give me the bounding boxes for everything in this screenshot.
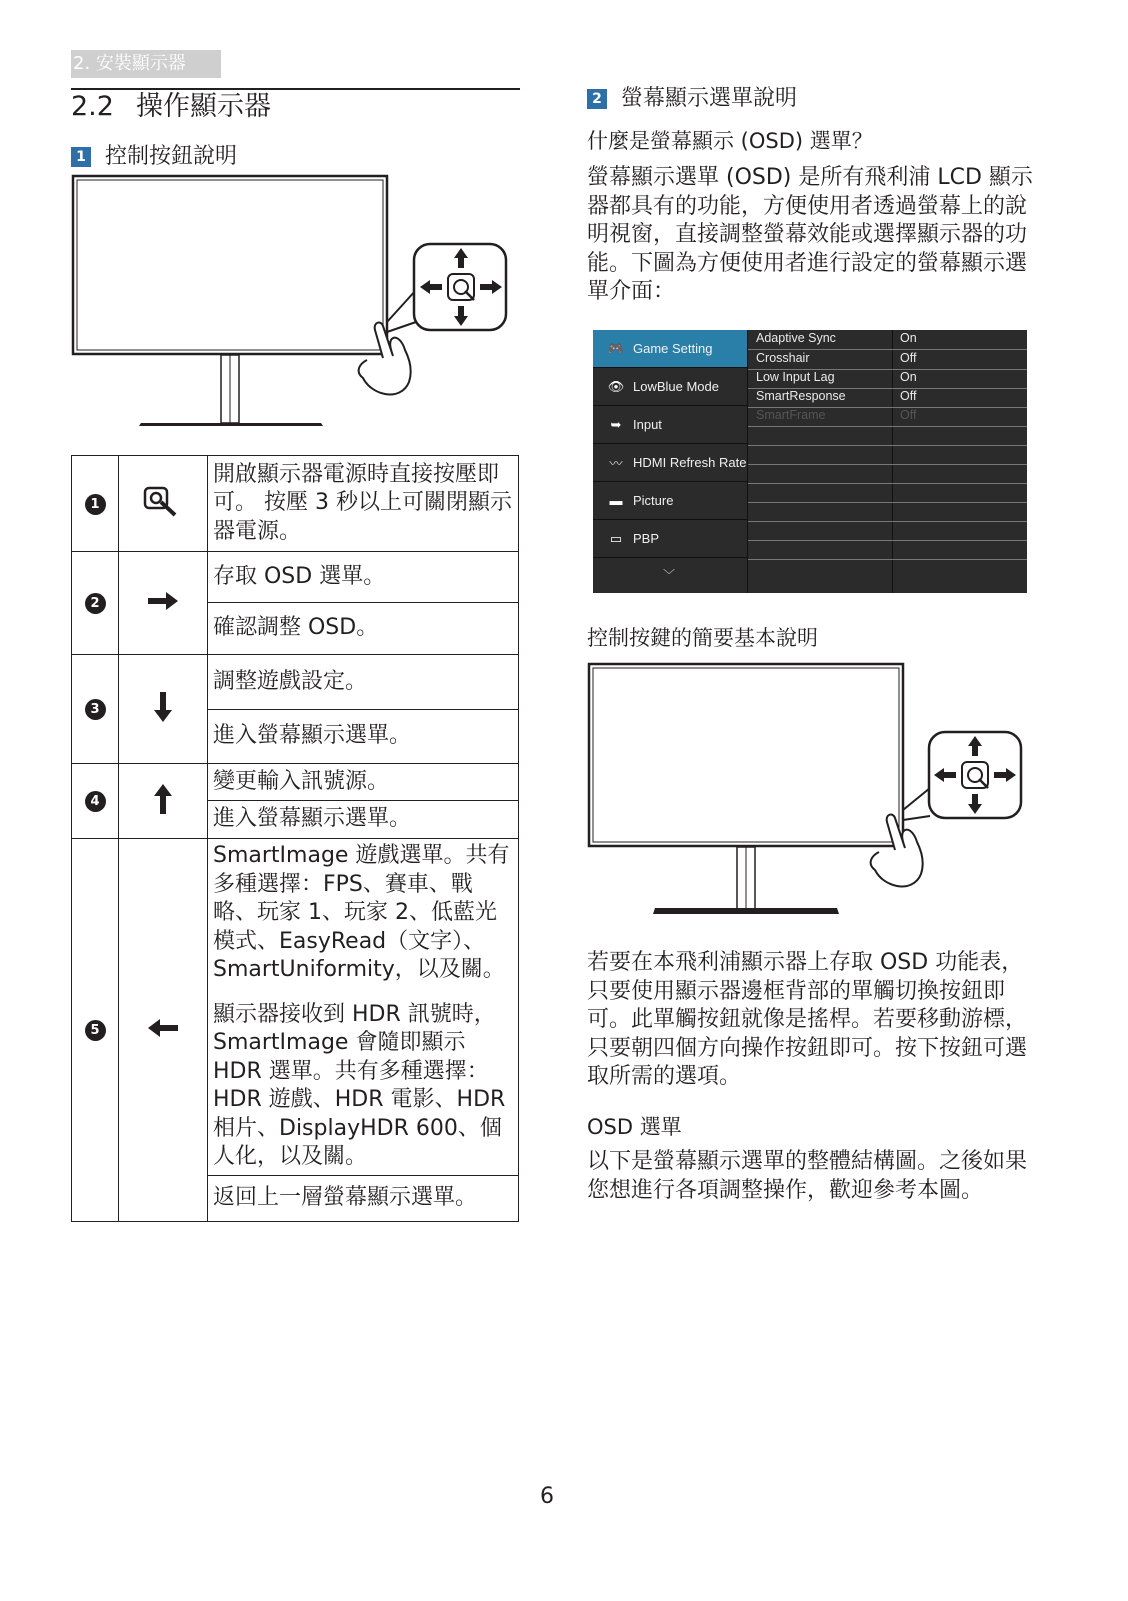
table-row xyxy=(72,764,519,801)
row-number-badge: 5 xyxy=(85,1020,106,1041)
subsection-2-heading xyxy=(587,84,797,114)
row-description: 進入螢幕顯示選單。 xyxy=(208,801,519,839)
subsection-title: 控制按鈕說明 xyxy=(105,144,238,169)
input-arrow-icon: ➥ xyxy=(610,416,622,432)
row-description: 變更輸入訊號源。 xyxy=(208,764,519,801)
table-row xyxy=(72,456,519,552)
row-description: 返回上一層螢幕顯示選單。 xyxy=(208,1175,519,1221)
osd-setting-row: Crosshair Off xyxy=(748,350,1027,370)
osd-menu-item: 〰 HDMI Refresh Rate xyxy=(593,444,747,481)
section-title: 操作顯示器 xyxy=(135,91,271,122)
row-number-badge: 2 xyxy=(85,593,106,614)
osd-menu-item: 🎮 Game Setting xyxy=(593,330,747,367)
monitor-joystick-illustration xyxy=(587,660,1027,922)
osd-menu-item: ➥ Input xyxy=(593,406,747,443)
row-number-badge: 1 xyxy=(85,494,106,515)
row-description: SmartImage 遊戲選單。共有多種選擇：FPS、賽車、戰略、玩家 1、玩家 2、低藍光模式、EasyRead（文字）、SmartUniformity，以及關。 xyxy=(208,839,519,989)
osd-main-menu xyxy=(593,330,747,593)
row-number-badge: 4 xyxy=(85,791,106,812)
subsection-badge: 2 xyxy=(587,89,607,109)
osd-menu-item: ▬ Picture xyxy=(593,482,747,519)
osd-setting-row: Adaptive Sync On xyxy=(748,330,1027,350)
control-keys-body: 若要在本飛利浦顯示器上存取 OSD 功能表，只要使用顯示器邊框背部的單觸切換按鈕即可。此單觸按鈕就像是搖桿。若要移動游標，只要朝四個方向操作按鈕即可。按下按鈕可選取所需的選項。 xyxy=(587,950,1028,1089)
osd-question-body: 螢幕顯示選單 (OSD) 是所有飛利浦 LCD 顯示器都具有的功能，方便使用者透過螢幕上的說明視窗，直接調整螢幕效能或選擇顯示器的功能。下圖為方便使用者進行設定的螢幕顯示選單介面： xyxy=(587,165,1033,304)
row-description: 存取 OSD 選單。 xyxy=(208,552,519,603)
osd-menu-title: OSD 選單 xyxy=(587,1115,682,1139)
subsection-1-heading xyxy=(71,142,237,172)
table-row xyxy=(72,655,519,710)
osd-question-title: 什麼是螢幕顯示 (OSD) 選單？ xyxy=(587,129,873,153)
osd-setting-row: Low Input Lag On xyxy=(748,369,1027,389)
osd-setting-row: SmartResponse Off xyxy=(748,388,1027,408)
joystick-press-icon xyxy=(119,456,208,552)
section-number: 2.2 xyxy=(71,91,114,122)
table-row xyxy=(72,552,519,603)
row-description: 進入螢幕顯示選單。 xyxy=(208,710,519,764)
osd-setting-row: SmartFrame Off xyxy=(748,407,1027,427)
wave-icon: 〰 xyxy=(609,456,623,471)
row-description: 確認調整 OSD。 xyxy=(208,603,519,655)
control-keys-title: 控制按鍵的簡要基本說明 xyxy=(587,626,818,650)
osd-menu-screenshot xyxy=(593,330,1027,593)
arrow-left-icon xyxy=(119,839,208,1222)
subsection-badge: 1 xyxy=(71,147,91,167)
osd-menu-item: ▭ PBP xyxy=(593,520,747,557)
gamepad-icon: 🎮 xyxy=(607,340,625,356)
eye-icon: 👁 xyxy=(607,378,625,394)
row-description: 顯示器接收到 HDR 訊號時，SmartImage 會隨即顯示 HDR 選單。共有多種選擇：HDR 遊戲、HDR 電影、HDR 相片、DisplayHDR 600、個人化，以及關。 xyxy=(208,989,519,1176)
row-description: 開啟顯示器電源時直接按壓即可。 按壓 3 秒以上可關閉顯示器電源。 xyxy=(208,456,519,552)
section-heading xyxy=(71,90,271,124)
picture-icon: ▬ xyxy=(609,493,623,508)
chevron-down-icon: ﹀ xyxy=(663,568,676,582)
osd-menu-item: 👁 LowBlue Mode xyxy=(593,368,747,405)
chapter-tag: 2. 安裝顯示器 xyxy=(71,50,221,78)
page-number: 6 xyxy=(540,1484,554,1509)
arrow-down-icon xyxy=(119,655,208,764)
row-number-badge: 3 xyxy=(85,699,106,720)
pbp-icon: ▭ xyxy=(609,530,623,546)
control-button-table xyxy=(71,455,519,1222)
monitor-joystick-illustration xyxy=(71,172,521,434)
row-description: 調整遊戲設定。 xyxy=(208,655,519,710)
table-row xyxy=(72,839,519,989)
arrow-up-icon xyxy=(119,764,208,839)
subsection-title: 螢幕顯示選單說明 xyxy=(621,86,798,111)
arrow-right-icon xyxy=(119,552,208,655)
osd-menu-body: 以下是螢幕顯示選單的整體結構圖。之後如果您想進行各項調整操作，歡迎參考本圖。 xyxy=(587,1149,1028,1203)
